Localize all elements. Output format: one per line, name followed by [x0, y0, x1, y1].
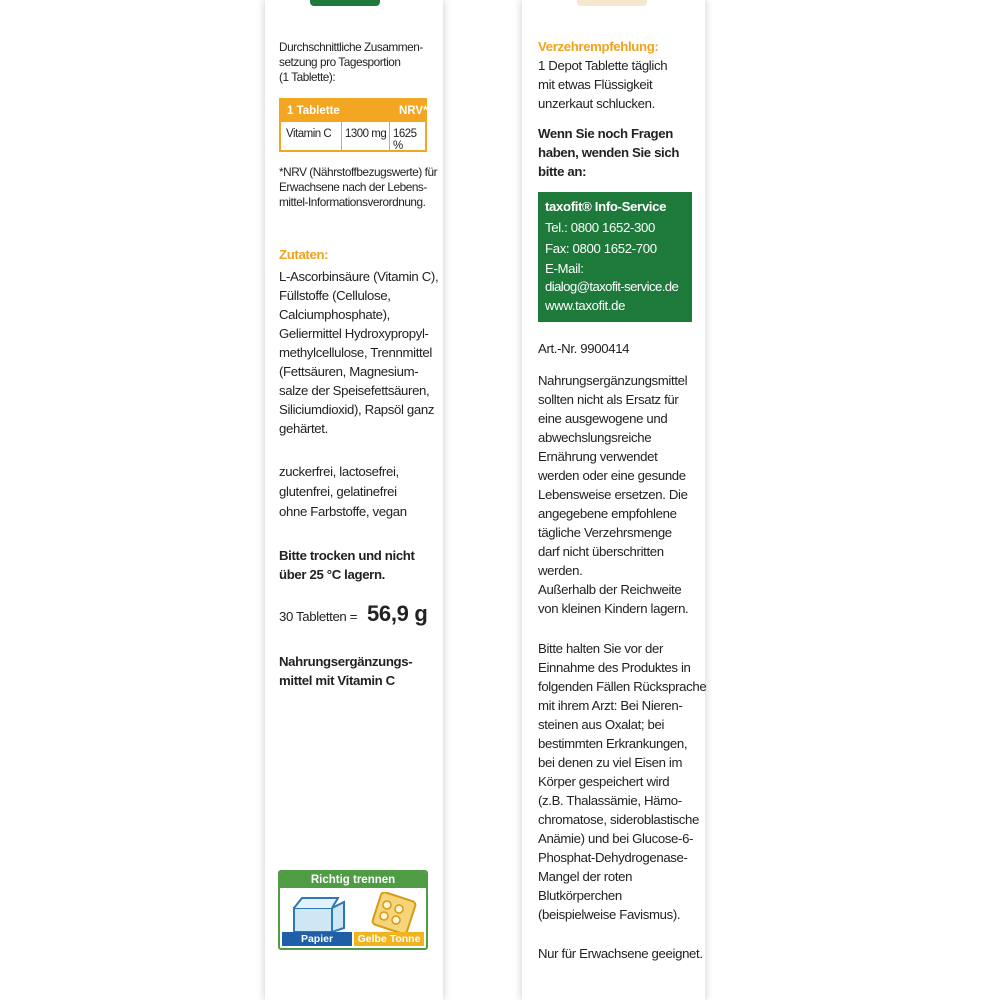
nrv-note-line-1: *NRV (Nährstoffbezugswerte) für	[279, 165, 438, 179]
questions-line: Wenn Sie noch Fragen	[538, 126, 673, 141]
right-label-panel	[522, 0, 705, 1000]
disclaimer-line: abwechslungsreiche	[538, 430, 652, 445]
papier-label: Papier	[282, 932, 352, 946]
table-divider	[389, 122, 390, 152]
info-service-box	[538, 192, 692, 322]
info-service-email[interactable]: dialog@taxofit-service.de	[545, 279, 679, 294]
nrv-note-line-3: mittel-Informationsverordnung.	[279, 195, 426, 209]
info-service-web[interactable]: www.taxofit.de	[545, 298, 626, 313]
paper-box-icon	[288, 894, 350, 934]
table-divider	[341, 122, 342, 152]
disclaimer-line: eine ausgewogene und	[538, 411, 668, 426]
recommendation-line: 1 Depot Tablette täglich	[538, 58, 668, 73]
ingredients-line: Calciumphosphate),	[279, 307, 390, 322]
ingredients-line: gehärtet.	[279, 421, 328, 436]
warning-line: Anämie) und bei Glucose-6-	[538, 831, 694, 846]
green-top-tab	[310, 0, 380, 6]
row-amount: 1300 mg	[345, 128, 387, 140]
disclaimer-line: angegebene empfohlene	[538, 506, 677, 521]
free-from-line: zuckerfrei, lactosefrei,	[279, 464, 399, 479]
header-col-nrv: NRV*	[399, 105, 428, 117]
ingredients-line: Siliciumdioxid), Rapsöl ganz	[279, 402, 435, 417]
warning-line: folgenden Fällen Rücksprache	[538, 679, 707, 694]
quantity-value: 56,9 g	[367, 601, 428, 626]
composition-line-2: setzung pro Tagesportion	[279, 55, 401, 69]
info-service-fax: Fax: 0800 1652-700	[545, 241, 657, 256]
free-from-line: glutenfrei, gelatinefrei	[279, 484, 397, 499]
blister-pack-icon	[370, 892, 420, 934]
disclaimer-line: sollten nicht als Ersatz für	[538, 392, 679, 407]
info-service-email-label: E-Mail:	[545, 261, 584, 276]
warning-line: (beispielweise Favismus).	[538, 907, 681, 922]
warning-line: steinen aus Oxalat; bei	[538, 717, 665, 732]
composition-line-1: Durchschnittliche Zusammen-	[279, 40, 423, 54]
gelbe-tonne-label: Gelbe Tonne	[354, 932, 424, 946]
warning-line: chromatose, sideroblastische	[538, 812, 699, 827]
product-type-line-2: mittel mit Vitamin C	[279, 673, 395, 688]
ingredients-line: L-Ascorbinsäure (Vitamin C),	[279, 269, 439, 284]
left-label-panel	[265, 0, 443, 1000]
composition-line-3: (1 Tablette):	[279, 70, 336, 84]
disclaimer-line: werden.	[538, 563, 583, 578]
disclaimer-line: Außerhalb der Reichweite	[538, 582, 682, 597]
disclaimer-line: Ernährung verwendet	[538, 449, 658, 464]
recommendation-line: unzerkaut schlucken.	[538, 96, 655, 111]
article-number: Art.-Nr. 9900414	[538, 341, 630, 356]
disclaimer-line: Nahrungsergänzungsmittel	[538, 373, 688, 388]
product-type-line-1: Nahrungsergänzungs-	[279, 654, 413, 669]
disclaimer-line: darf nicht überschritten	[538, 544, 664, 559]
warning-line: (z.B. Thalassämie, Hämo-	[538, 793, 682, 808]
free-from-line: ohne Farbstoffe, vegan	[279, 504, 407, 519]
row-nrv: 1625 %	[393, 128, 417, 152]
recycling-title: Richtig trennen	[280, 872, 426, 888]
ingredients-line: salze der Speisefettsäuren,	[279, 383, 430, 398]
disclaimer-line: von kleinen Kindern lagern.	[538, 601, 689, 616]
ingredients-line: (Fettsäuren, Magnesium-	[279, 364, 419, 379]
storage-line-1: Bitte trocken und nicht	[279, 548, 415, 563]
quantity-label: 30 Tabletten =	[279, 609, 358, 624]
recommendation-line: mit etwas Flüssigkeit	[538, 77, 653, 92]
nutrition-table-header	[281, 100, 428, 122]
warning-line: Mangel der roten	[538, 869, 633, 884]
row-name: Vitamin C	[286, 128, 332, 140]
nutrition-table	[279, 98, 427, 152]
warning-line: Bitte halten Sie vor der	[538, 641, 664, 656]
questions-line: haben, wenden Sie sich	[538, 145, 680, 160]
top-tab	[577, 0, 647, 6]
ingredients-line: Geliermittel Hydroxypropyl-	[279, 326, 429, 341]
adults-only-note: Nur für Erwachsene geeignet.	[538, 946, 703, 961]
questions-line: bitte an:	[538, 164, 587, 179]
warning-line: mit ihrem Arzt: Bei Nieren-	[538, 698, 683, 713]
ingredients-title: Zutaten:	[279, 247, 329, 262]
warning-line: bestimmten Erkrankungen,	[538, 736, 688, 751]
disclaimer-line: tägliche Verzehrsmenge	[538, 525, 672, 540]
warning-line: Einnahme des Produktes in	[538, 660, 691, 675]
disclaimer-line: Lebensweise ersetzen. Die	[538, 487, 688, 502]
recycling-badge	[278, 870, 428, 950]
info-service-tel[interactable]: Tel.: 0800 1652-300	[545, 220, 655, 235]
warning-line: bei denen zu viel Eisen im	[538, 755, 683, 770]
disclaimer-line: werden oder eine gesunde	[538, 468, 686, 483]
recommendation-title: Verzehrempfehlung:	[538, 39, 659, 54]
ingredients-line: methylcellulose, Trennmittel	[279, 345, 432, 360]
header-col-tablet: 1 Tablette	[287, 105, 340, 117]
warning-line: Blutkörperchen	[538, 888, 622, 903]
storage-line-2: über 25 °C lagern.	[279, 567, 385, 582]
info-service-title: taxofit® Info-Service	[545, 199, 667, 214]
warning-line: Körper gespeichert wird	[538, 774, 670, 789]
warning-line: Phosphat-Dehydrogenase-	[538, 850, 688, 865]
ingredients-line: Füllstoffe (Cellulose,	[279, 288, 391, 303]
nrv-note-line-2: Erwachsene nach der Lebens-	[279, 180, 427, 194]
